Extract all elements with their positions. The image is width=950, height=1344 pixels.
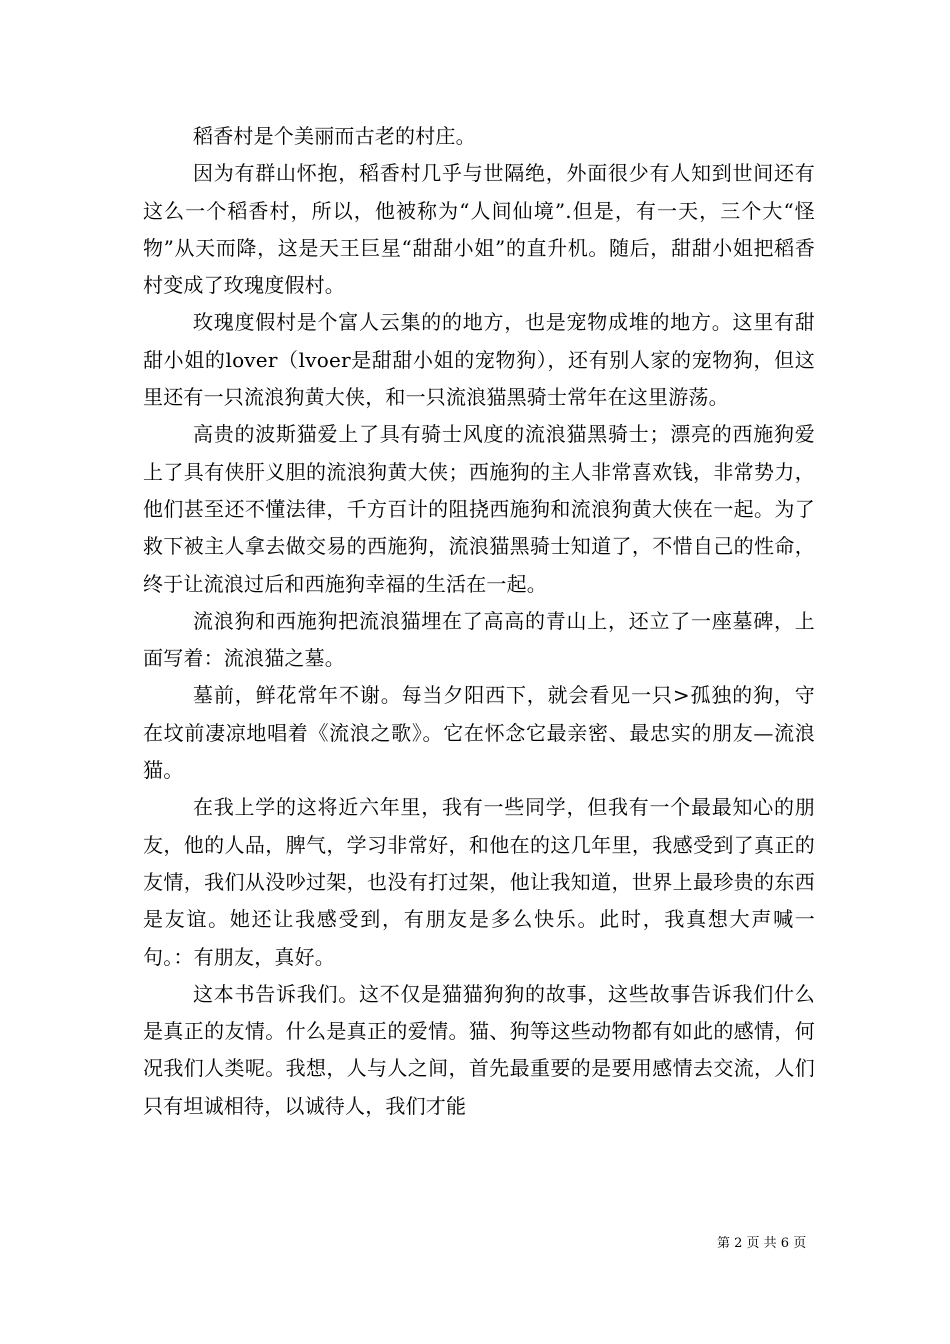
paragraph-3: 玫瑰度假村是个富人云集的的地方，也是宠物成堆的地方。这里有甜甜小姐的lover（lvoer是甜甜小姐的宠物狗），还有别人家的宠物狗，但这里还有一只流浪狗黄大侠，和一只流浪猫黑骑士常年在这里游荡。 (143, 310, 815, 410)
paragraph-4: 高贵的波斯猫爱上了具有骑士风度的流浪猫黑骑士；漂亮的西施狗爱上了具有侠肝义胆的流浪狗黄大侠；西施狗的主人非常喜欢钱，非常势力，他们甚至还不懂法律，千方百计的阻挠西施狗和流浪狗黄大侠在一起。为了救下被主人拿去做交易的西施狗，流浪猫黑骑士知道了，不惜自己的性命，终于让流浪过后和西施狗幸福的生活在一起。 (143, 422, 815, 596)
body-text (143, 118, 815, 1125)
page-number: 第 2 页 共 6 页 (717, 1236, 807, 1251)
paragraph-6: 墓前，鲜花常年不谢。每当夕阳西下，就会看见一只>孤独的狗，守在坟前凄凉地唱着《流浪之歌》。它在怀念它最亲密、最忠实的朋友—流浪猫。 (143, 683, 815, 783)
paragraph-8: 这本书告诉我们。这不仅是猫猫狗狗的故事，这些故事告诉我们什么是真正的友情。什么是真正的爱情。猫、狗等这些动物都有如此的感情，何况我们人类呢。我想，人与人之间，首先最重要的是要用感情去交流，人们只有坦诚相待，以诚待人，我们才能 (143, 981, 815, 1118)
paragraph-1: 稻香村是个美丽而古老的村庄。 (193, 124, 476, 148)
paragraph-7: 在我上学的这将近六年里，我有一些同学，但我有一个最最知心的朋友，他的人品，脾气，学习非常好，和他在的这几年里，我感受到了真正的友情，我们从没吵过架，也没有打过架，他让我知道，世界上最珍贵的东西是友谊。她还让我感受到，有朋友是多么快乐。此时，我真想大声喊一句。：有朋友，真好。 (143, 795, 815, 969)
paragraph-2: 因为有群山怀抱，稻香村几乎与世隔绝，外面很少有人知到世间还有这么一个稻香村，所以，他被称为“人间仙境”.但是，有一天，三个大“怪物”从天而降，这是天王巨星“甜甜小姐”的直升机。随后，甜甜小姐把稻香村变成了玫瑰度假村。 (143, 161, 815, 298)
paragraph-5: 流浪狗和西施狗把流浪猫埋在了高高的青山上，还立了一座墓碑，上面写着：流浪猫之墓。 (143, 608, 815, 671)
